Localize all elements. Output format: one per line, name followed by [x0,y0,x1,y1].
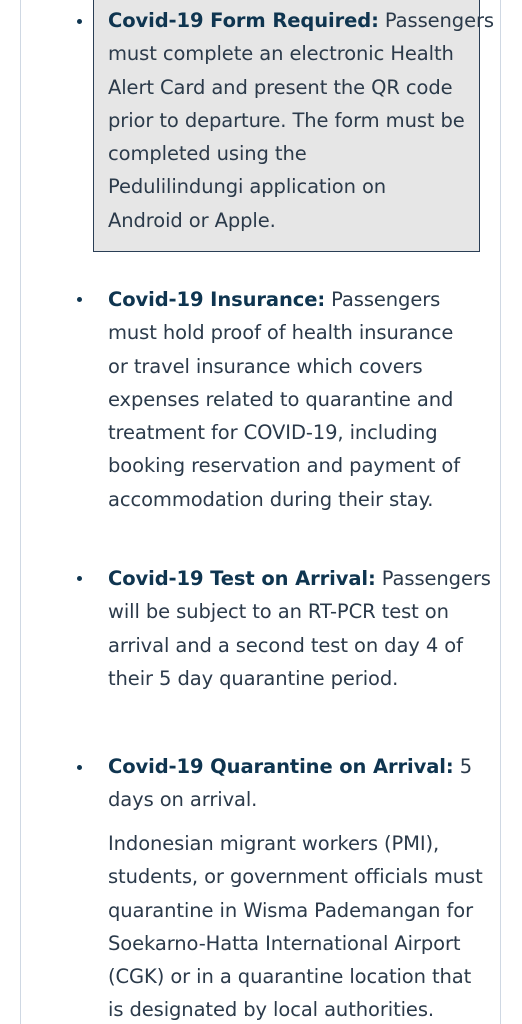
item-label: Covid-19 Insurance: [108,288,326,311]
note-line: is designated by local authorities. [108,998,434,1022]
left-border-line [20,0,21,1024]
quarantine-note [108,827,483,1024]
item-text: must complete an electronic Health [108,42,454,66]
item-text: expenses related to quarantine and [108,387,454,411]
bullet-icon [77,19,82,24]
bullet-icon [77,297,82,302]
note-line: (CGK) or in a quarantine location that [108,965,472,989]
item-text: completed using the [108,142,307,166]
item-text: will be subject to an RT-PCR test on [108,600,449,624]
list-item-insurance [108,283,478,516]
item-text: booking reservation and payment of [108,454,461,478]
item-label: Covid-19 Test on Arrival: [108,567,376,590]
list-item-quarantine [108,750,478,817]
note-line: quarantine in Wisma Pademangan for [108,898,473,922]
note-line: Soekarno-Hatta International Airport [108,931,461,955]
item-text: Passengers [325,288,441,311]
item-text: 5 [453,755,472,778]
item-text: days on arrival. [108,788,258,812]
item-text: treatment for COVID-19, including [108,421,438,445]
item-text: arrival and a second test on day 4 of [108,633,463,657]
item-text: Passengers [378,9,494,32]
item-text: must hold proof of health insurance [108,321,454,345]
item-text: Passengers [375,567,491,590]
item-text: prior to departure. The form must be [108,108,465,132]
item-text: Android or Apple. [108,208,276,232]
item-text: accommodation during their stay. [108,487,434,511]
item-text: Pedulilindungi application on [108,175,387,199]
right-border-line [500,0,501,1024]
item-label: Covid-19 Form Required: [108,9,379,32]
item-text: or travel insurance which covers [108,354,423,378]
item-text: their 5 day quarantine period. [108,666,399,690]
item-label: Covid-19 Quarantine on Arrival: [108,755,454,778]
note-line: Indonesian migrant workers (PMI), [108,832,440,855]
note-line: students, or government officials must [108,865,483,889]
bullet-icon [77,576,82,581]
bullet-icon [77,765,82,770]
list-item-form-required [108,4,494,237]
list-item-test-on-arrival [108,562,491,695]
item-text: Alert Card and present the QR code [108,75,453,99]
